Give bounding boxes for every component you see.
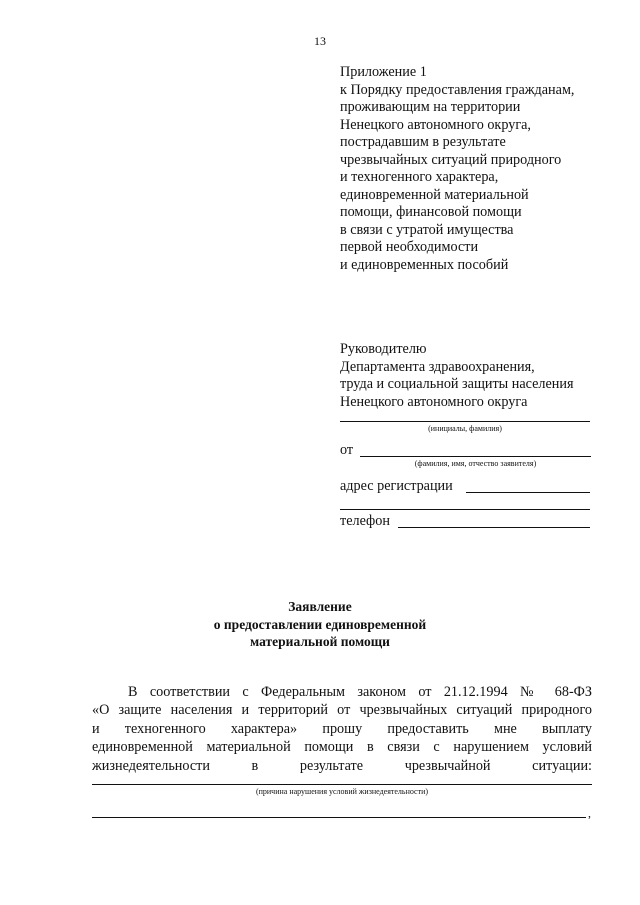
appendix-line: к Порядку предоставления гражданам,: [340, 81, 575, 98]
addressee-line: Руководителю: [340, 341, 427, 357]
initials-caption: (инициалы, фамилия): [428, 424, 502, 433]
body-line: единовременной материальной помощи в связи с нарушением условий: [92, 739, 592, 756]
body-line: В соответствии с Федеральным законом от 21.12.1994 № 68-ФЗ: [128, 684, 592, 700]
registration-field-extra[interactable]: [340, 509, 590, 510]
from-field[interactable]: [360, 456, 591, 457]
title-line: о предоставлении единовременной: [213, 616, 427, 632]
appendix-line: Ненецкого автономного округа,: [340, 116, 531, 133]
reason-caption: (причина нарушения условий жизнедеятельности): [255, 787, 429, 796]
registration-field[interactable]: [466, 492, 590, 493]
trailing-comma: ,: [588, 806, 591, 820]
appendix-line: чрезвычайных ситуаций природного: [340, 151, 562, 168]
appendix-line: и техногенного характера,: [340, 169, 499, 185]
appendix-line: пострадавшим в результате: [340, 134, 506, 150]
addressee-line: Департамента здравоохранения,: [340, 358, 535, 375]
appendix-header: [340, 64, 574, 274]
registration-label: адрес регистрации: [340, 478, 453, 494]
appendix-line: Приложение 1: [340, 64, 427, 80]
addressee-line: труда и социальной защиты населения: [340, 376, 574, 392]
appendix-line: и единовременных пособий: [340, 256, 509, 273]
body-line: и техногенного характера» прошу предоставить мне выплату: [92, 720, 592, 737]
title-line: материальной помощи: [250, 634, 390, 649]
appendix-line: первой необходимости: [340, 239, 479, 255]
body-line: жизнедеятельности в результате чрезвычайной ситуации:: [92, 757, 592, 774]
reason-field[interactable]: [92, 784, 592, 785]
appendix-line: единовременной материальной: [340, 186, 529, 203]
phone-field[interactable]: [398, 527, 590, 528]
title-line: Заявление: [288, 599, 352, 614]
appendix-line: проживающим на территории: [340, 99, 521, 115]
initials-field[interactable]: [340, 421, 590, 422]
addressee-line: Ненецкого автономного округа: [340, 393, 528, 410]
addressee-block: [340, 341, 574, 411]
body-line: «О защите населения и территорий от чрезвычайных ситуаций природного: [92, 702, 592, 719]
reason-field-extra[interactable]: [92, 817, 586, 818]
appendix-line: помощи, финансовой помощи: [340, 204, 522, 220]
appendix-line: в связи с утратой имущества: [340, 221, 514, 238]
document-title: [0, 598, 640, 651]
from-caption: (фамилия, имя, отчество заявителя): [414, 459, 537, 468]
page-number: 13: [314, 34, 326, 48]
from-label: от: [340, 442, 354, 458]
statement-body: [92, 683, 592, 775]
phone-label: телефон: [340, 513, 390, 529]
